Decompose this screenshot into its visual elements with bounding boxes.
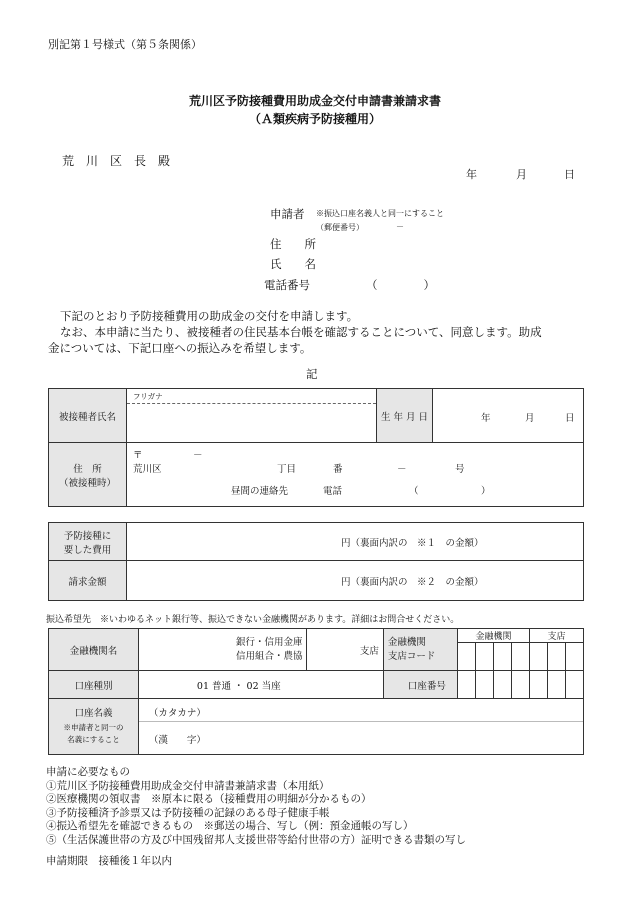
address-dash: －	[397, 464, 407, 475]
holder-divider	[139, 721, 583, 722]
form-title: 荒川区予防接種費用助成金交付申請書兼請求書	[188, 94, 441, 108]
account-type-label: 口座種別	[49, 671, 139, 699]
cost-value-cell[interactable]: 円（裏面内訳の ※１ の金額）	[127, 523, 584, 561]
requirement-item-5: ⑤（生活保護世帯の方及び中国残留邦人支援世帯等給付世帯の方）証明できる書類の写し	[46, 833, 466, 846]
requirements-list	[46, 766, 466, 848]
ban-label: 番	[333, 464, 343, 475]
account-type-options[interactable]: 01 普通 ・ 02 当座	[138, 671, 383, 699]
patient-address-label: 住 所 （被接種時）	[49, 443, 127, 507]
patient-table	[48, 388, 584, 507]
addressee: 荒 川 区 長 殿	[62, 154, 171, 168]
claim-value-cell[interactable]: 円（裏面内訳の ※２ の金額）	[127, 561, 584, 601]
body-paragraph-1: 下記のとおり予防接種費用の助成金の交付を申請します。	[60, 309, 359, 323]
postal-code-dash: －	[396, 222, 404, 231]
postal-code-label: （郵便番号）	[316, 223, 364, 232]
code-head-branch: 支店	[529, 629, 583, 643]
form-subtitle: （Ａ類疾病予防接種用）	[248, 112, 381, 126]
branch-code-digit[interactable]	[565, 643, 583, 671]
date-month: 月	[516, 168, 527, 181]
applicant-label: 申請者	[270, 207, 305, 221]
account-holder-label: 口座名義 ※申請者と同一の 名義にすること	[49, 699, 139, 755]
bank-table	[48, 628, 584, 755]
applicant-note: ※振込口座名義人と同一にすること	[316, 209, 444, 218]
account-number-digit[interactable]	[458, 671, 476, 699]
requirement-item-1: ①荒川区予防接種費用助成金交付申請書兼請求書（本用紙）	[46, 779, 330, 792]
branch-code-digit[interactable]	[547, 643, 565, 671]
ward-name: 荒川区	[133, 464, 162, 475]
institution-code-digit[interactable]	[494, 643, 512, 671]
cost-table	[48, 522, 584, 601]
account-number-digit[interactable]	[565, 671, 583, 699]
requirements-heading: 申請に必要なもの	[46, 766, 130, 778]
holder-kanji-label: （漢 字）	[148, 735, 206, 746]
account-number-digit[interactable]	[494, 671, 512, 699]
institution-label: 金融機関名	[49, 629, 139, 671]
patient-postal-dash: －	[193, 450, 203, 461]
applicant-phone-paren: （ ）	[366, 278, 435, 292]
body-paragraph-2a: なお、本申請に当たり、被接種者の住民基本台帳を確認することについて、同意します。助成	[60, 325, 542, 339]
furigana-label: フリガナ	[133, 392, 163, 401]
dob-month: 月	[525, 413, 535, 424]
requirement-item-2: ②医療機関の領収書 ※原本に限る（接種費用の明細が分かるもの）	[46, 793, 372, 806]
application-deadline: 申請期限 接種後１年以内	[46, 855, 172, 867]
applicant-address-label: 住 所	[270, 237, 316, 251]
account-number-digit[interactable]	[511, 671, 529, 699]
postal-mark: 〒	[133, 450, 143, 461]
claim-label: 請求金額	[49, 561, 127, 601]
holder-katakana-label: （カタカナ）	[148, 708, 206, 719]
institution-code-digit[interactable]	[511, 643, 529, 671]
institution-types[interactable]: 銀行・信用金庫 信用組合・農協	[138, 629, 307, 671]
applicant-name-label: 氏 名	[270, 257, 316, 271]
institution-code-digit[interactable]	[476, 643, 494, 671]
code-head-institution: 金融機関	[458, 629, 530, 643]
account-holder-cell[interactable]	[138, 699, 583, 755]
date-day: 日	[564, 168, 575, 181]
patient-name-cell[interactable]	[127, 389, 377, 443]
phone-paren-close: ）	[481, 486, 491, 497]
furigana-divider	[127, 403, 376, 404]
ki-mark: 記	[306, 367, 318, 381]
daytime-phone-label: 電話	[323, 486, 343, 497]
phone-paren-open: （	[409, 486, 419, 497]
bank-note: 振込希望先 ※いわゆるネット銀行等、振込できない金融機関があります。詳細はお問合せください。	[46, 615, 460, 625]
dob-year: 年	[481, 413, 491, 424]
branch-code-digit[interactable]	[529, 643, 547, 671]
institution-code-digit[interactable]	[458, 643, 476, 671]
account-number-digit[interactable]	[476, 671, 494, 699]
body-paragraph-2b: 金については、下記口座への振込みを希望します。	[48, 341, 312, 355]
requirement-item-4: ④振込希望先を確認できるもの ※郵送の場合、写し（例：預金通帳の写し）	[46, 820, 414, 833]
dob-label: 生 年 月 日	[377, 389, 433, 443]
account-number-digit[interactable]	[529, 671, 547, 699]
account-number-label: 口座番号	[383, 671, 457, 699]
cost-label: 予防接種に 要した費用	[49, 523, 127, 561]
daytime-contact-label: 昼間の連絡先	[231, 486, 289, 497]
form-reference: 別記第１号様式（第５条関係）	[48, 38, 202, 51]
dob-cell[interactable]	[433, 389, 584, 443]
branch-cell[interactable]: 支店	[307, 629, 383, 671]
requirement-item-3: ③予防接種済予診票又は予防接種の記録のある母子健康手帳	[46, 806, 330, 819]
chome-label: 丁目	[277, 464, 297, 475]
applicant-phone-label: 電話番号	[264, 278, 310, 292]
patient-address-cell[interactable]	[127, 443, 584, 507]
go-label: 号	[455, 464, 465, 475]
account-number-digit[interactable]	[547, 671, 565, 699]
dob-day: 日	[565, 413, 575, 424]
patient-name-label: 被接種者氏名	[49, 389, 127, 443]
date-year: 年	[466, 168, 477, 181]
code-label: 金融機関 支店コード	[383, 629, 457, 671]
